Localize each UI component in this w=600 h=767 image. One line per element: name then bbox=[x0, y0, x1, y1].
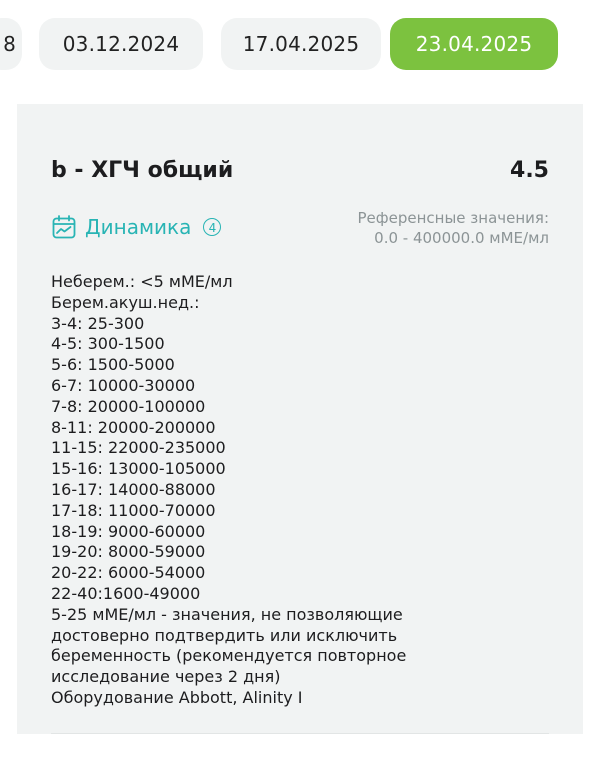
note-line: 17-18: 11000-70000 bbox=[51, 500, 216, 520]
dynamics-button[interactable] bbox=[51, 214, 221, 240]
reference-notes bbox=[51, 272, 551, 709]
note-line: 18-19: 9000-60000 bbox=[51, 521, 206, 541]
note-line: 6-7: 10000-30000 bbox=[51, 375, 196, 395]
note-line: 22-40:1600-49000 bbox=[51, 583, 201, 603]
card-divider bbox=[51, 733, 549, 734]
note-line: 15-16: 13000-105000 bbox=[51, 459, 226, 479]
note-line: 16-17: 14000-88000 bbox=[51, 479, 216, 499]
test-value: 4.5 bbox=[510, 158, 549, 183]
dynamics-label: Динамика bbox=[85, 215, 192, 239]
note-line: 4-5: 300-1500 bbox=[51, 334, 165, 354]
note-line: Неберем.: <5 мМЕ/мл bbox=[51, 272, 233, 291]
test-result-card bbox=[17, 104, 583, 734]
note-line: исследование через 2 дня) bbox=[51, 667, 281, 687]
note-line: 5-25 мМЕ/мл - значения, не позволяющие bbox=[51, 604, 403, 624]
date-tabs bbox=[0, 18, 600, 70]
note-line: 11-15: 22000-235000 bbox=[51, 438, 226, 458]
note-line: Берем.акуш.нед.: bbox=[51, 292, 200, 312]
dynamics-count-badge: 4 bbox=[203, 218, 221, 236]
note-line: достоверно подтвердить или исключить bbox=[51, 625, 398, 645]
reference-title: Референсные значения: bbox=[357, 209, 549, 227]
note-line: Оборудование Abbott, Alinity I bbox=[51, 687, 303, 707]
note-line: 5-6: 1500-5000 bbox=[51, 355, 175, 375]
note-line: 3-4: 25-300 bbox=[51, 313, 145, 333]
note-line: 20-22: 6000-54000 bbox=[51, 563, 206, 583]
reference-range: 0.0 - 400000.0 мМЕ/мл bbox=[374, 229, 549, 247]
note-line: 7-8: 20000-100000 bbox=[51, 396, 206, 416]
date-tab-17-04-2025[interactable]: 17.04.2025 bbox=[221, 18, 381, 70]
test-title: b - ХГЧ общий bbox=[51, 158, 234, 183]
date-tab-03-12-2024[interactable]: 03.12.2024 bbox=[39, 18, 203, 70]
note-line: беременность (рекомендуется повторное bbox=[51, 646, 407, 666]
date-tab-23-04-2025-selected[interactable]: 23.04.2025 bbox=[390, 18, 558, 70]
note-line: 8-11: 20000-200000 bbox=[51, 417, 216, 437]
reference-values bbox=[358, 208, 549, 248]
note-line: 19-20: 8000-59000 bbox=[51, 542, 206, 562]
calendar-chart-icon bbox=[51, 214, 77, 240]
date-tab-partial[interactable]: 8 bbox=[0, 18, 22, 70]
